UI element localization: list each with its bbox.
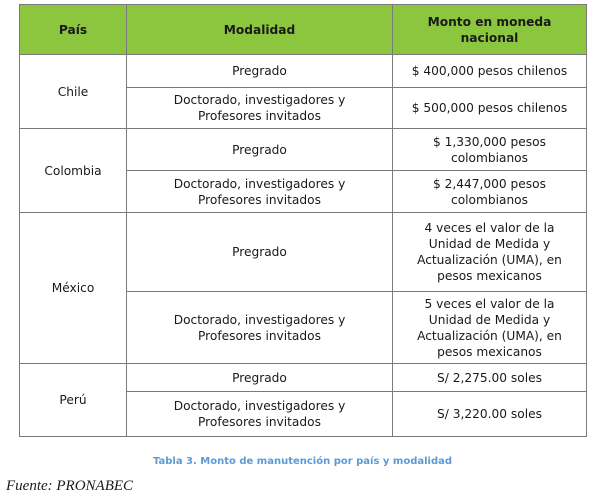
modalidad-cell [127,171,393,213]
modalidad-cell [127,88,393,129]
modalidad-line: Doctorado, investigadores y [173,93,346,107]
monto-cell [393,292,587,364]
monto-line: $ 500,000 pesos chilenos [411,101,568,115]
country-cell: Chile [20,55,127,129]
table-row [20,129,587,171]
source-note: Fuente: PRONABEC [6,478,134,494]
modalidad-line: Doctorado, investigadores y [173,312,346,327]
monto-line: pesos mexicanos [437,269,542,283]
monto-line: $ 1,330,000 pesos [433,134,546,149]
modalidad-line: Profesores invitados [198,415,321,429]
modalidad-line: Pregrado [232,64,287,78]
modalidad-line: Pregrado [232,370,287,385]
modalidad-line: Profesores invitados [198,328,321,343]
monto-line: S/ 3,220.00 soles [437,407,542,421]
country-cell: México [20,213,127,364]
monto-cell [393,55,587,88]
monto-line: Actualización (UMA), en [417,328,562,343]
header-row [20,5,587,55]
modalidad-line: Profesores invitados [198,192,321,207]
monto-line: $ 2,447,000 pesos [433,176,546,191]
monto-line: pesos mexicanos [437,344,542,359]
country-cell: Perú [20,364,127,437]
monto-cell [393,171,587,213]
monto-line: S/ 2,275.00 soles [437,370,542,385]
monto-line: Actualización (UMA), en [417,253,562,267]
header-monto [393,5,587,55]
modalidad-cell [127,129,393,171]
monto-cell [393,364,587,392]
monto-line: colombianos [451,192,528,207]
modalidad-line: Pregrado [232,245,287,259]
country-cell: Colombia [20,129,127,213]
monto-line: Unidad de Medida y [428,237,551,251]
table-row [20,364,587,392]
modalidad-line: Pregrado [232,142,287,157]
modalidad-line: Doctorado, investigadores y [173,399,346,413]
modalidad-line: Profesores invitados [198,109,321,123]
modalidad-cell [127,392,393,437]
table-row [20,213,587,292]
modalidad-cell [127,213,393,292]
table-body [20,55,587,437]
table-caption: Tabla 3. Monto de manutención por país y modalidad [152,456,453,467]
modalidad-cell [127,292,393,364]
table-row [20,55,587,88]
monto-line: 5 veces el valor de la [424,296,555,311]
monto-line: $ 400,000 pesos chilenos [411,64,568,78]
monto-cell [393,392,587,437]
modalidad-line: Doctorado, investigadores y [173,176,346,191]
header-monto-line2: nacional [460,30,519,45]
modalidad-cell [127,364,393,392]
header-modalidad: Modalidad [127,5,393,55]
monto-cell [393,213,587,292]
monto-line: colombianos [451,150,528,165]
header-monto-line1: Monto en moneda [427,14,552,29]
stipend-table [19,4,587,437]
monto-cell [393,129,587,171]
monto-cell [393,88,587,129]
modalidad-cell [127,55,393,88]
header-pais: País [20,5,127,55]
monto-line: Unidad de Medida y [428,312,551,327]
monto-line: 4 veces el valor de la [424,221,555,235]
